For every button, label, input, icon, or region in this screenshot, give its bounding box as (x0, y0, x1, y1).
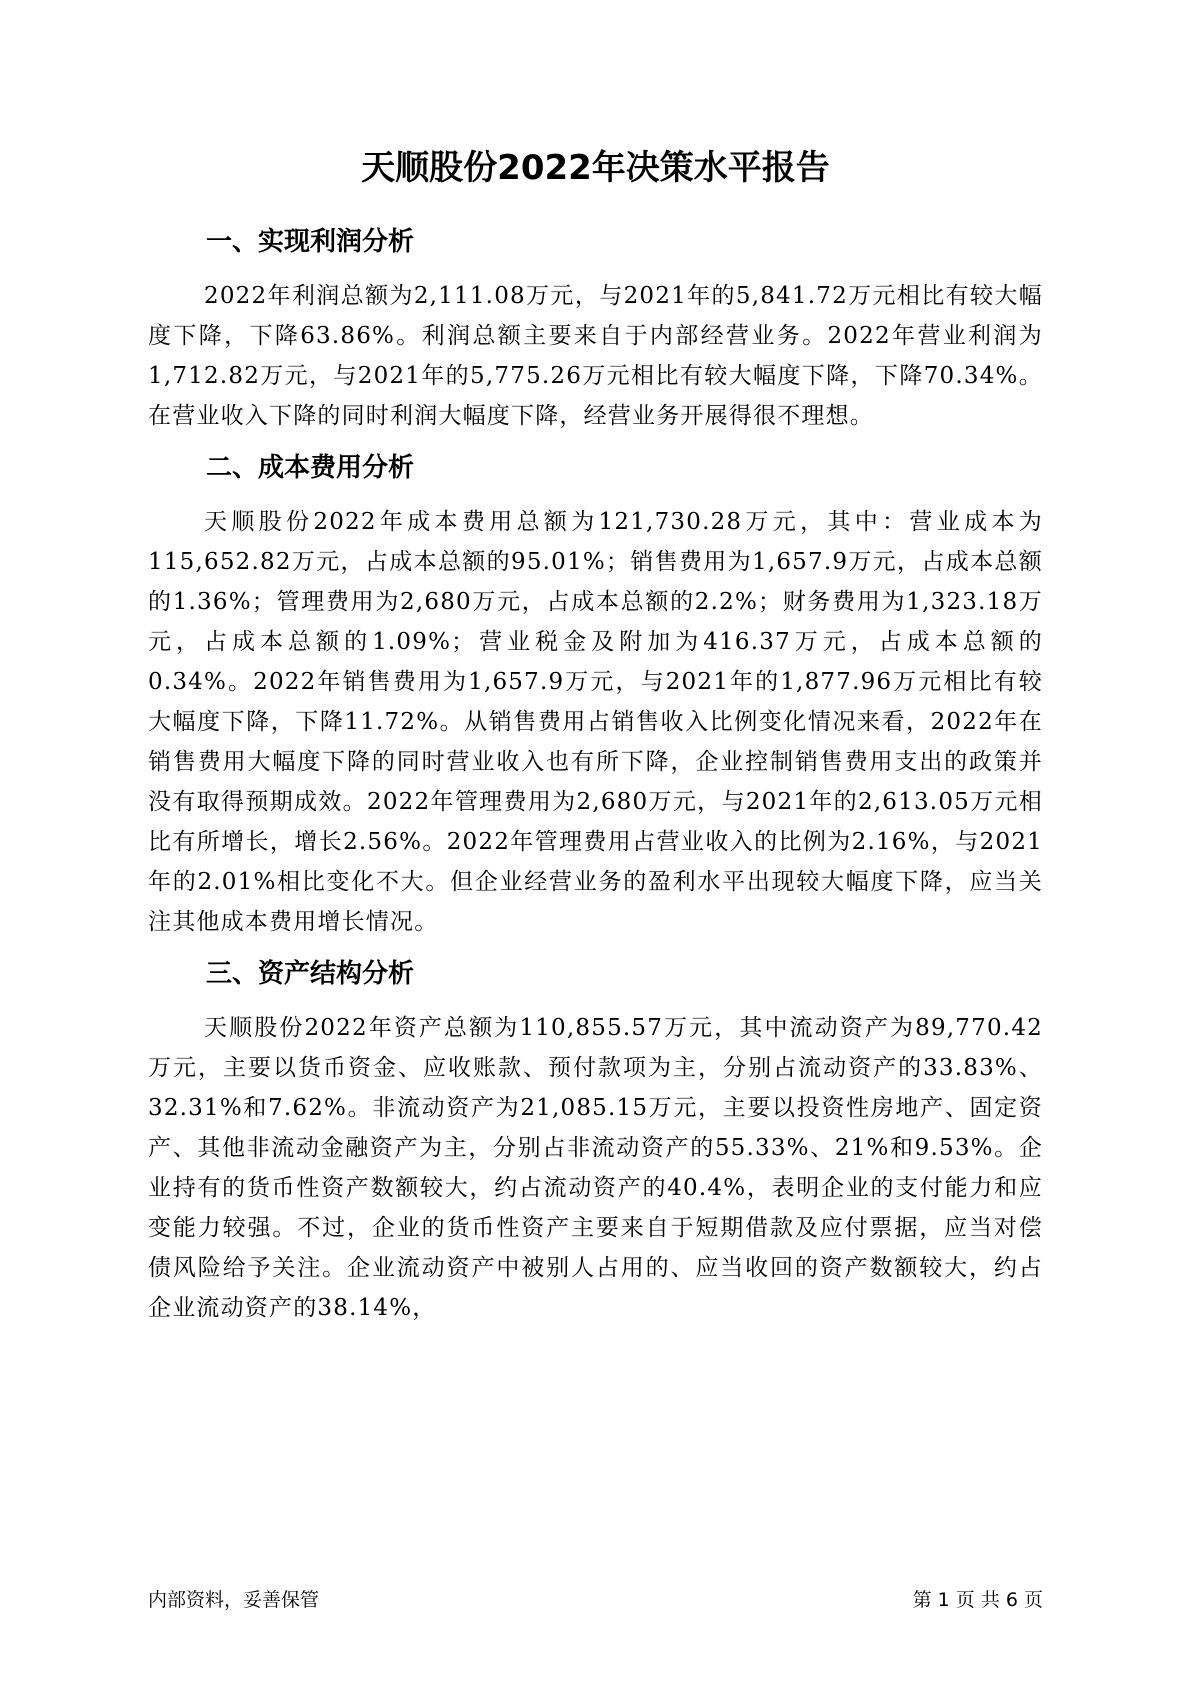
section-paragraph: 2022年利润总额为2,111.08万元，与2021年的5,841.72万元相比有较大幅度下降，下降63.86%。利润总额主要来自于内部经营业务。2022年营业利润为1,712.82万元，与2021年的5,775.26万元相比有较大幅度下降，下降70.34%。在营业收入下降的同时利润大幅度下降，经营业务开展得很不理想。 (148, 283, 1043, 429)
footer-page-number: 第 1 页 共 6 页 (912, 1589, 1043, 1611)
footer-confidential-note: 内部资料，妥善保管 (148, 1589, 320, 1611)
section-profit-analysis (148, 222, 1043, 436)
section-heading: 一、实现利润分析 (206, 227, 415, 257)
section-paragraph: 天顺股份2022年资产总额为110,855.57万元，其中流动资产为89,770.42万元，主要以货币资金、应收账款、预付款项为主，分别占流动资产的33.83%、32.31%和7.62%。非流动资产为21,085.15万元，主要以投资性房地产、固定资产、其他非流动金融资产为主，分别占非流动资产的55.33%、21%和9.53%。企业持有的货币性资产数额较大，约占流动资产的40.4%，表明企业的支付能力和应变能力较强。不过，企业的货币性资产主要来自于短期借款及应付票据，应当对偿债风险给予关注。企业流动资产中被别人占用的、应当收回的资产数额较大，约占企业流动资产的38.14%， (148, 1015, 1043, 1321)
section-cost-analysis (148, 448, 1043, 942)
section-heading: 三、资产结构分析 (206, 959, 415, 989)
section-asset-structure (148, 954, 1043, 1328)
document-title: 天顺股份2022年决策水平报告 (361, 148, 830, 188)
section-heading: 二、成本费用分析 (206, 453, 415, 483)
section-paragraph: 天顺股份2022年成本费用总额为121,730.28万元，其中：营业成本为115,652.82万元，占成本总额的95.01%；销售费用为1,657.9万元，占成本总额的1.36%；管理费用为2,680万元，占成本总额的2.2%；财务费用为1,323.18万元，占成本总额的1.09%；营业税金及附加为416.37万元，占成本总额的0.34%。2022年销售费用为1,657.9万元，与2021年的1,877.96万元相比有较大幅度下降，下降11.72%。从销售费用占销售收入比例变化情况来看，2022年在销售费用大幅度下降的同时营业收入也有所下降，企业控制销售费用支出的政策并没有取得预期成效。2022年管理费用为2,680万元，与2021年的2,613.05万元相比有所增长，增长2.56%。2022年管理费用占营业收入的比例为2.16%，与2021年的2.01%相比变化不大。但企业经营业务的盈利水平出现较大幅度下降，应当关注其他成本费用增长情况。 (148, 509, 1043, 935)
document-body (148, 222, 1043, 1340)
